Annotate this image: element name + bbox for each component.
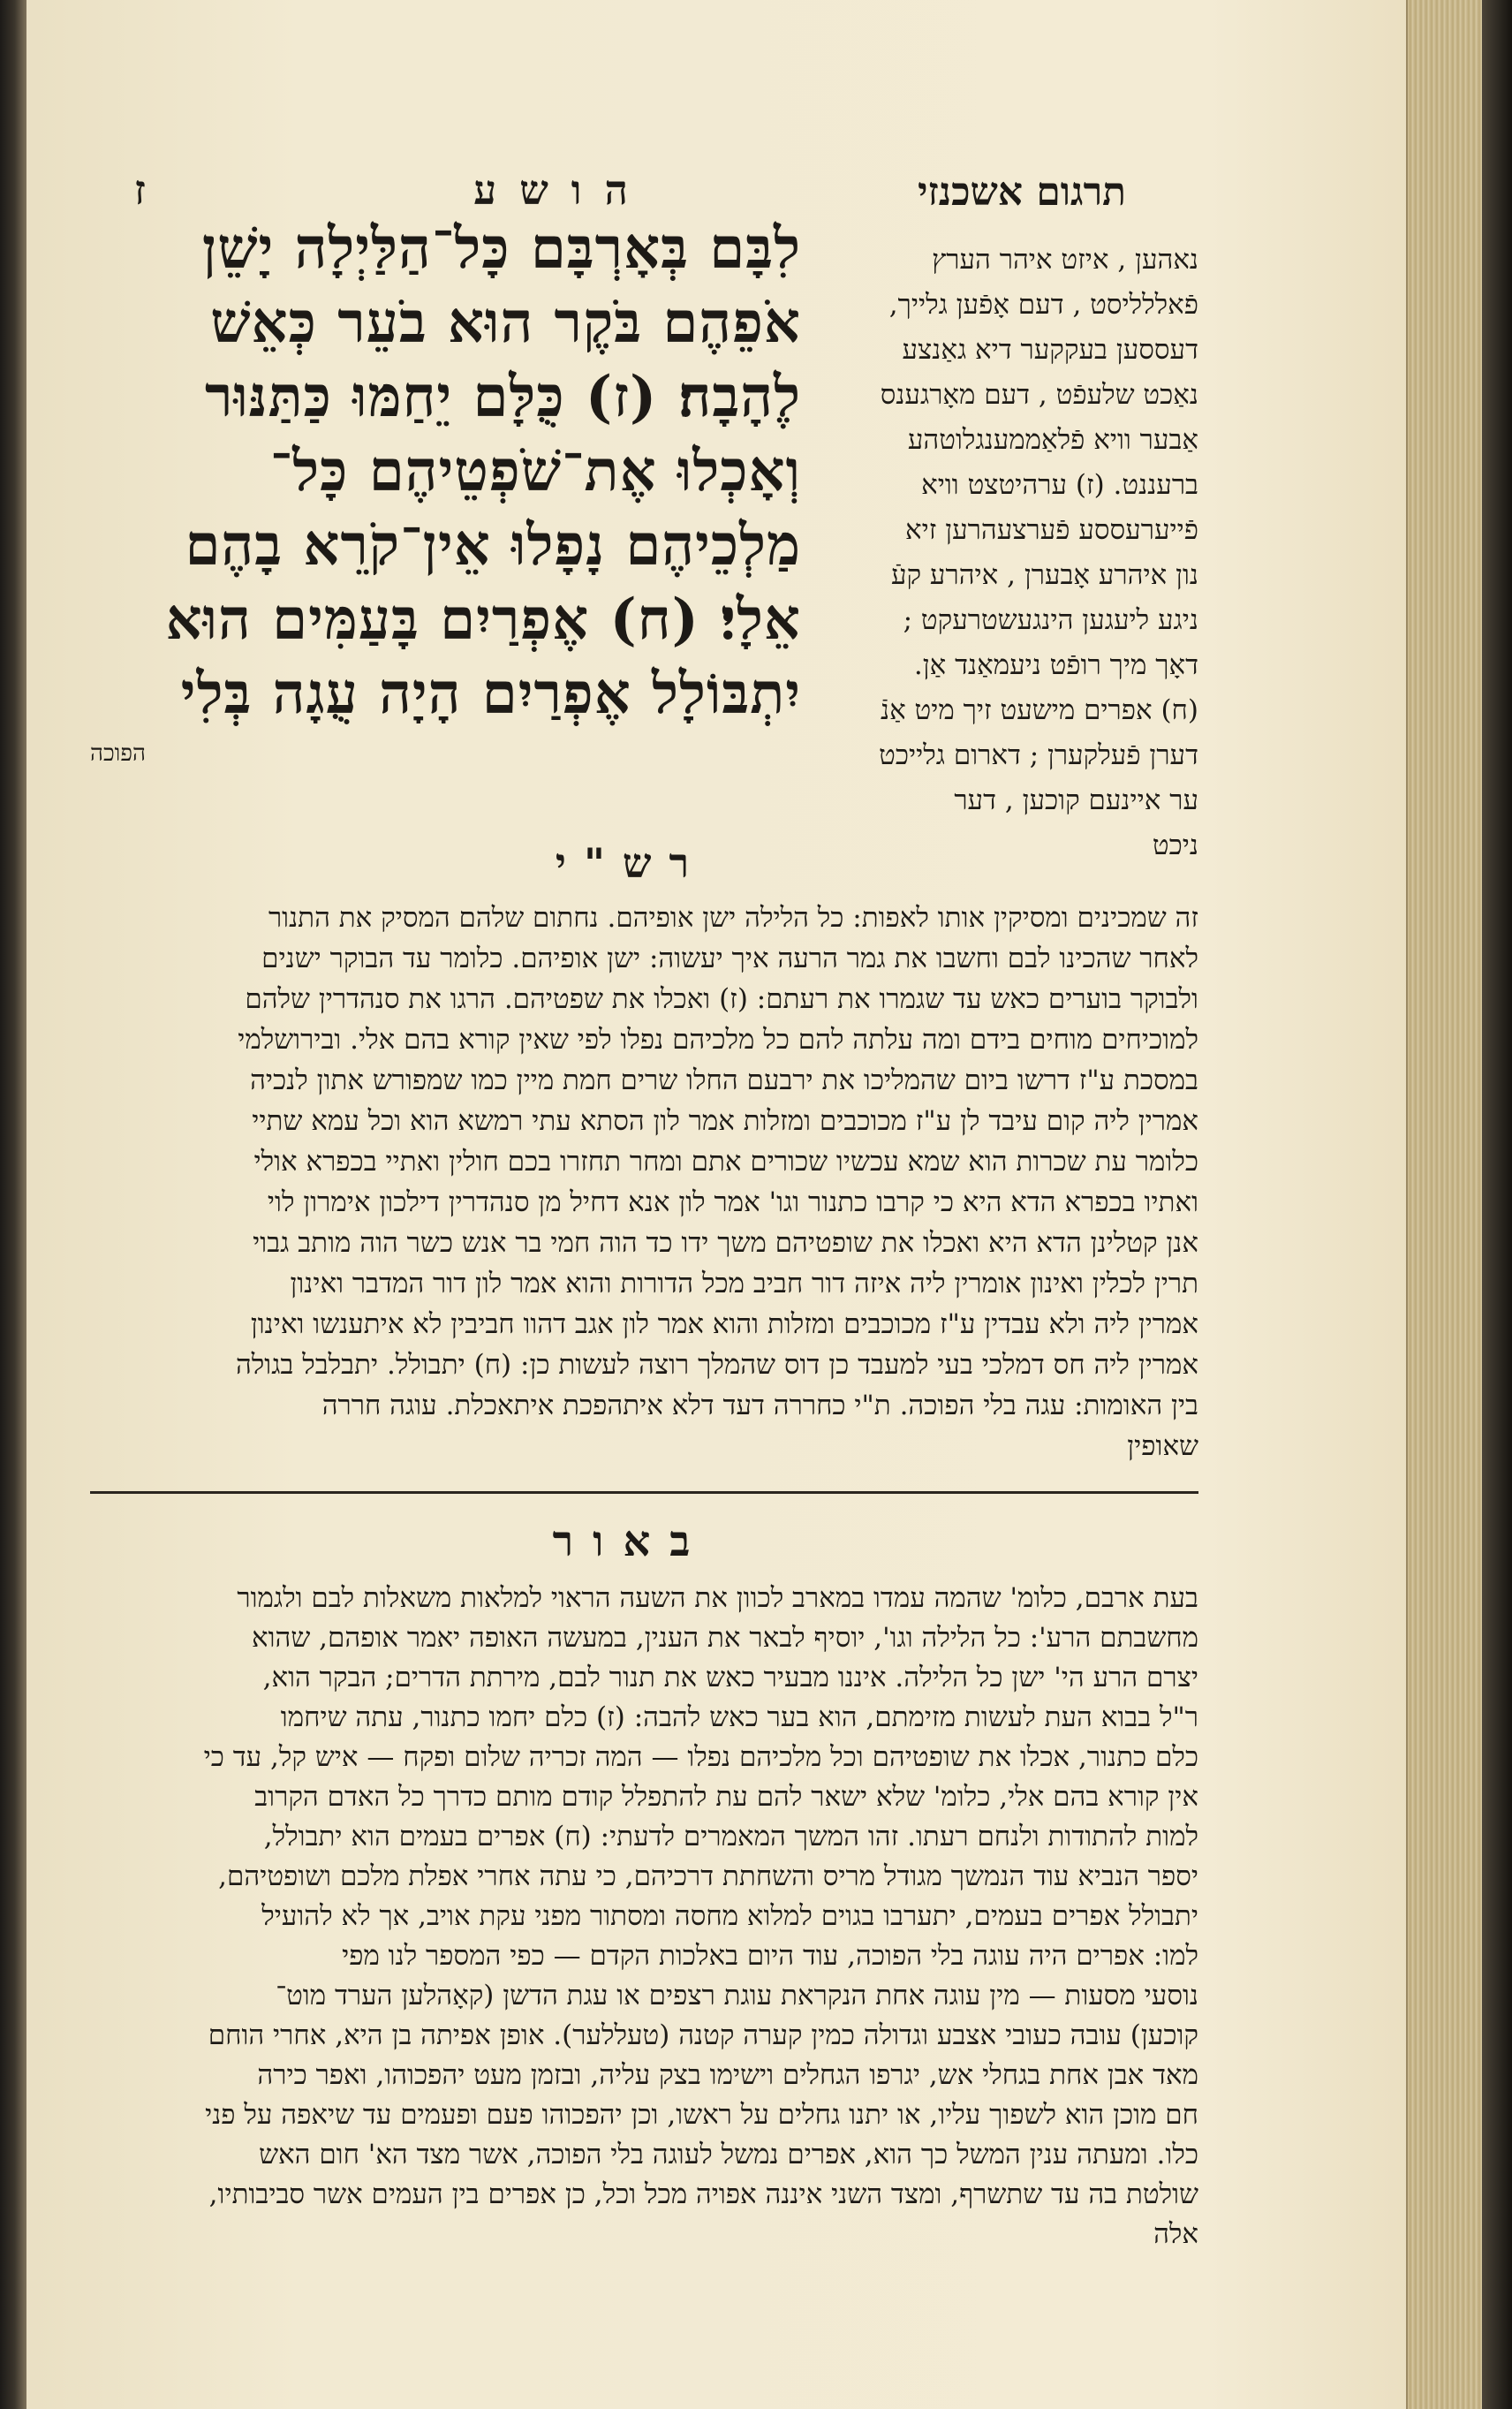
rashi-line: למוכיחים מוחים בידם ומה עלתה להם כל מלכיהם נפלו לפי שאין קורא בהם אלי. ובירושלמי (238, 1024, 1198, 1056)
biur-line: מחשבתם הרע': כל הלילה וגו', יוסיף לבאר את הענין, במעשה האופה יאמר אופהם, שהוא (252, 1622, 1198, 1654)
rashi-line: אמרין ליה ולא עבדין ע"ז מכוכבים ומזלות והוא אמר לון אגב דהוו חביבין לא איתענשו ואינון (250, 1308, 1198, 1340)
rashi-line: שאופין (1127, 1430, 1198, 1462)
translation-line: ניכט (1152, 830, 1198, 861)
rashi-line: זה שמכינים ומסיקין אותו לאפות: כל הלילה ישן אופיהם. נחתום שלהם המסיק את התנור (268, 902, 1198, 934)
verse-line: לִבָּם בְּאָרְבָּם כָּל־הַלַּיְלָה יָשֵׁן (201, 216, 801, 282)
biur-line: למו: אפרים היה עוגה בלי הפוכה, עוד היום באלכות הקדם — כפי המספר לנו מפי (342, 1940, 1198, 1972)
translation-line: ניגע ליעגען הינגעשטרעקט ; (903, 604, 1198, 636)
biur-line: ר"ל בבוא העת לעשות מזימתם, הוא בער כאש להבה: (ז) כלם יחמו כתנור, עתה שיחמו (280, 1701, 1198, 1733)
rashi-line: תרין לכלין ואינון אומרין ליה איזה דור חביב מכל הדורות והוא אמר לון דור המדבר ואינון (290, 1268, 1198, 1299)
rashi-heading: רש"י (555, 839, 707, 887)
biur-line: אלה (1153, 2218, 1198, 2250)
book-name: הושע (473, 166, 651, 214)
biur-line: קוכען) עובה כעובי אצבע וגדולה כמין קערה קטנה (טעללער). אופן אפיתה בן היא, אחרי הוחם (208, 2019, 1198, 2051)
rashi-line: כלומר עת שכרות הוא שמא עכשיו שכורים אתם ומחר תחזרו בכם חולין ואתיי בכפרא אולי (253, 1146, 1198, 1178)
translation-line: דערן פֿעלקערן ; דארום גלייכט (879, 739, 1198, 771)
translation-line: נאַכט שלעפֿט , דעם מאָרגענס (880, 379, 1198, 411)
biur-line: שולטת בה עד שתשרף, ומצד השני איננה אפויה מכל וכל, כן אפרים בין העמים אשר סביבותיו, (208, 2178, 1198, 2210)
biur-line: כלם כתנור, אכלו את שופטיהם וכל מלכיהם נפלו — המה זכריה שלום ופקח — איש קל, עד כי (203, 1741, 1198, 1773)
rashi-line: ולבוקר בוערים כאש עד שגמרו את רעתם: (ז) ואכלו את שפטיהם. הרגו את סנהדרין שלהם (245, 983, 1198, 1015)
biur-line: יתבולל אפרים בעמים, יתערבו בגוים למלוא מחסה ומסתור מפני עקת אויב, אך לא להועיל (261, 1900, 1198, 1932)
verse-line: וְאָכְלוּ אֶת־שֹׁפְטֵיהֶם כָּל־ (269, 438, 801, 504)
rashi-commentary (64, 898, 1198, 1466)
verse-line: מַלְכֵיהֶם נָפָלוּ אֵין־קֹרֵא בָהֶם (185, 512, 801, 579)
running-head (64, 150, 801, 212)
translation-line: ברעננט. (ז) ערהיטצט וויא (921, 469, 1198, 501)
rashi-line: ואתיו בכפרא הדא היא כי קרבו כתנור וגו' אמר לון אנא דחיל מן סנהדרין דילכון אימרון לוי (267, 1186, 1198, 1218)
translation-line: פֿאללליסט , דעם אָפֿען גלייך, (888, 289, 1198, 321)
biur-line: נוסעי מסעות — מין עוגה אחת הנקראת עוגת רצפים או עגת הדשן (קאָהלען הערד מוט־ (276, 1980, 1198, 2011)
translation-line: נאהען , איזט איהר הערץ (932, 244, 1198, 276)
translation-line: פֿייערעססע פֿערצעהרען זיא (904, 514, 1198, 546)
translation-column (845, 150, 1198, 868)
biur-line: אין קורא בהם אלי, כלומ' שלא ישאר להם עת להתפלל קודם מותם כדרך כל האדם הקרוב (254, 1781, 1198, 1813)
verse-line: יִתְבּוֹלָל אֶפְרַיִם הָיָה עֻגָה בְּלִי (180, 661, 801, 727)
biur-line: יספר הנביא עוד הנמשך מגודל מריס והשחתת דרכיהם, כי עתה אחרי אפלת מלכם ושופטיהם, (218, 1860, 1198, 1892)
book-spine (0, 0, 26, 2409)
verse-line: אֵלָי׃ (ח) אֶפְרַיִם בָּעַמִּים הוּא (165, 587, 801, 653)
scripture-column (64, 150, 801, 767)
verse-catchword: הפוכה (90, 740, 146, 767)
rashi-line: בין האומות: עגה בלי הפוכה. ת"י כחררה דעד דלא איתהפכת איתאכלת. עוגה חררה (321, 1390, 1198, 1421)
biur-heading: באור (552, 1517, 710, 1566)
page-edges (1406, 0, 1512, 2409)
biur-line: בעת ארבם, כלומ' שהמה עמדו במארב לכוון את השעה הראוי למלאות משאלות לבם ולגמור (237, 1582, 1198, 1614)
translation-title: תרגום אשכנזי (917, 170, 1127, 215)
rashi-line: במסכת ע"ז דרשו ביום שהמליכו את ירבעם החלו שרים חמת מיין כמו שמפורש אתון לנכיה (250, 1064, 1198, 1096)
chapter-number: ז (134, 166, 146, 214)
translation-line: נון איהרע אָבערן , איהרע קעֿ (890, 559, 1198, 591)
biur-line: כלו. ומעתה ענין המשל כך הוא, אפרים נמשל לעוגה בלי הפוכה, אשר מצד הא' חום האש (259, 2139, 1198, 2170)
rashi-line: לאחר שהכינו לבם וחשבו את גמר הרעה איך יעשוה: ישן אופיהם. כלומר עד הבוקר ישנים (261, 943, 1198, 974)
translation-line: אַבער וויא פֿלאַממענגלוטהע (907, 424, 1198, 456)
biur-line: חם מוכן הוא לשפוך עליו, או יתנו גחלים על ראשו, וכן יהפכוהו פעם ופעמים עד שיאפה על פני (205, 2099, 1198, 2131)
biur-line: למות להתודות ולנחם רעתו. זהו המשך המאמרים לדעתי: (ח) אפרים בעמים הוא יתבולל, (263, 1821, 1198, 1852)
biur-commentary (64, 1579, 1198, 2254)
page-content (64, 150, 1198, 2394)
verse-line: לֶהָבָה׃ (ז) כֻּלָּם יֵחַמּוּ כַּתַּנּוּר (205, 364, 801, 430)
rashi-line: אמרין ליה חס דמלכי בעי למעבד כן דוס שהמלך רוצה לעשות כן: (ח) יתבולל. יתבלבל בגולה (235, 1349, 1198, 1381)
section-divider (90, 1491, 1198, 1494)
rashi-line: אנן קטלינן הדא היא ואכלו את שופטיהם משך ידו כד הוה חמי בר אנש כשר הוה מותב גבוי (253, 1227, 1198, 1259)
translation-line: דעססען בעקקער דיא גאַנצע (902, 334, 1198, 366)
verse-line: אֹפֵהֶם בֹּקֶר הוּא בֹעֵר כְּאֵשׁ (210, 290, 801, 356)
translation-line: (ח) אפרים מישעט זיך מיט אַנֿ (881, 694, 1198, 726)
top-section (64, 150, 1198, 861)
biur-line: מאד אבן אחת בגחלי אש, יגרפו הגחלים וישימו בצק עליה, ובזמן מעט יהפכוהו, ואפר כירה (257, 2059, 1198, 2091)
rashi-line: אמרין ליה קום עיבד לן ע"ז מכוכבים ומזלות אמר לון הסתא עתי רמשא הוא וכל עמא שתיי (252, 1105, 1198, 1137)
biur-line: יצרם הרע הי' ישן כל הלילה. איננו מבעיר כאש את תנור לבם, מירתת הדרים; הבקר הוא, (262, 1662, 1198, 1693)
translation-line: דאָך מיך רופֿט ניעמאַנד אַן. (913, 649, 1198, 681)
translation-line: ער איינעם קוכען , דער (954, 784, 1198, 816)
